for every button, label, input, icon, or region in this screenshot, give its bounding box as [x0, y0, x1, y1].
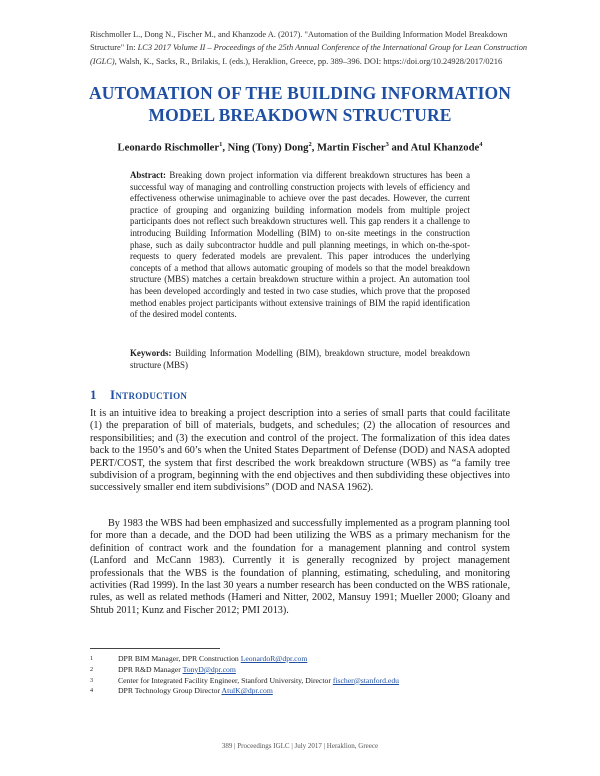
title-line-2: MODEL BREAKDOWN STRUCTURE: [148, 105, 452, 125]
abstract-text: Breaking down project information via different breakdown structures has been a successful way of managing and controlling construction projects with levels of efficiency and effectiveness otherwise unimaginable to achieve over the past decades. However, the current practice of grouping and organizing building information models from multiple project participants does not reflect such breakdown structures well. This gap renders it a challenge to introducing Building Information Modelling (BIM) to on-site meetings in the construction phase, such as daily subcontractor huddle and pull planning meetings, in which on-the-spot-requests to query federated models are prevalent. This paper introduces the underlying concepts of a method that allows automatic grouping of models so that the model breakdown structure (MBS) matches a certain breakdown structure within a project. An automation tool has been developed accordingly and tested in two case studies, which prove that the proposed method enables project participants without extensive trainings of BIM the rapid identification of the desired model contents.: [130, 170, 471, 320]
title-line-1: AUTOMATION OF THE BUILDING INFORMATION: [89, 83, 511, 103]
section-title: Introduction: [110, 387, 188, 402]
page-footer: 389 | Proceedings IGLC | July 2017 | Heraklion, Greece: [221, 742, 379, 750]
paper-title: [60, 82, 540, 126]
footnote: [90, 676, 510, 687]
footnote-number: 1: [90, 655, 94, 662]
author-separator: ,: [311, 142, 318, 154]
footnote-text: Center for Integrated Facility Engineer, Stanford University, Director: [118, 675, 333, 685]
footnote: [90, 665, 510, 676]
section-number: 1: [90, 387, 97, 402]
footnote-text: DPR Technology Group Director: [118, 686, 222, 696]
doi-link[interactable]: https://doi.org/10.24928/2017/0216: [383, 56, 503, 66]
citation-venue: LC3 2017 Volume II – Proceedings of the 25th Annual Conference of the International Group for Lean Construction (IGLC): [90, 43, 528, 66]
footnote-number: 3: [90, 676, 94, 684]
author-list: [60, 138, 540, 156]
keywords-text: Building Information Modelling (BIM), breakdown structure, model breakdown structure (MBS): [130, 348, 470, 370]
footnote-number: 2: [90, 665, 94, 673]
author-affiliation-mark: 1: [219, 141, 223, 148]
keywords: [130, 348, 470, 371]
footnote-email-link[interactable]: fischer@stanford.edu: [332, 675, 400, 685]
footnote-email-link[interactable]: TonyD@dpr.com: [182, 664, 236, 674]
author-name: Leonardo Rischmoller: [117, 142, 220, 154]
footnote-number: 4: [90, 687, 94, 695]
abstract-label: Abstract:: [130, 170, 166, 180]
keywords-label: Keywords:: [130, 348, 172, 358]
body-paragraph: It is an intuitive idea to breaking a project description into a series of small parts that could facilitate (1) the preparation of bill of materials, budgets, and schedules; (2) the allocation of resources and responsibilities; and (3) the execution and control of the project. The formalization of this idea dates back to the 1950’s and 60’s when the United States Department of Defense (DOD) and NASA adopted PERT/COST, the system that first described the work breakdown structure (WBS) as “a family tree subdivision of a program, beginning with the end objectives and then subdividing these objectives into successively smaller end item subdivisions” (DOD and NASA 1962).: [90, 408, 510, 494]
body-paragraph: By 1983 the WBS had been emphasized and successfully implemented as a program planning tool for more than a decade, and the DOD had been utilizing the WBS as a primary mechanism for the definition of contract work and the foundation for a management planning and control system (Lanford and McCann 1983). Currently it is generally recognized by project management professionals that the WBS is the foundation of planning, estimating, scheduling, and monitoring activities (Rad 1999). In the last 30 years a number research has been conducted on the WBS rationale, rules, as well as related methods (Hameri and Nitter, 2002, Mansuy 1991; Mueller 2000; Gloany and Shtub 2011; Kunz and Fischer 2012; PMI 2013).: [90, 518, 510, 616]
footnote-text: DPR BIM Manager, DPR Construction: [118, 654, 241, 663]
citation-editors: , Walsh, K., Sacks, R., Brilakis, I. (eds.), Heraklion, Greece, pp. 389–396. DOI:: [114, 56, 384, 66]
author-affiliation-mark: 4: [479, 141, 483, 148]
footnote-email-link[interactable]: LeonardoR@dpr.com: [240, 654, 308, 663]
footnote-divider: [90, 648, 220, 649]
footnote: [90, 686, 510, 697]
author-separator: and: [388, 142, 411, 154]
footnotes: [90, 654, 510, 697]
author-affiliation-mark: 3: [385, 141, 389, 148]
footnote-text: DPR R&D Manager: [118, 664, 183, 674]
author-affiliation-mark: 2: [308, 141, 312, 148]
citation-block: [90, 28, 530, 68]
footnote-email-link[interactable]: AtulK@dpr.com: [221, 686, 273, 696]
author-name: Martin Fischer: [317, 142, 386, 154]
author-name: Ning (Tony) Dong: [227, 142, 309, 154]
citation-authors: Rischmoller L., Dong N., Fischer M., and Khanzode A. (2017). "Automation of the Building Information Model Breakdown Structure" In:: [90, 30, 508, 53]
abstract: [130, 170, 470, 321]
author-name: Atul Khanzode: [410, 142, 480, 154]
footnote: [90, 654, 510, 665]
author-separator: ,: [222, 142, 228, 154]
section-heading-introduction: [90, 387, 187, 403]
